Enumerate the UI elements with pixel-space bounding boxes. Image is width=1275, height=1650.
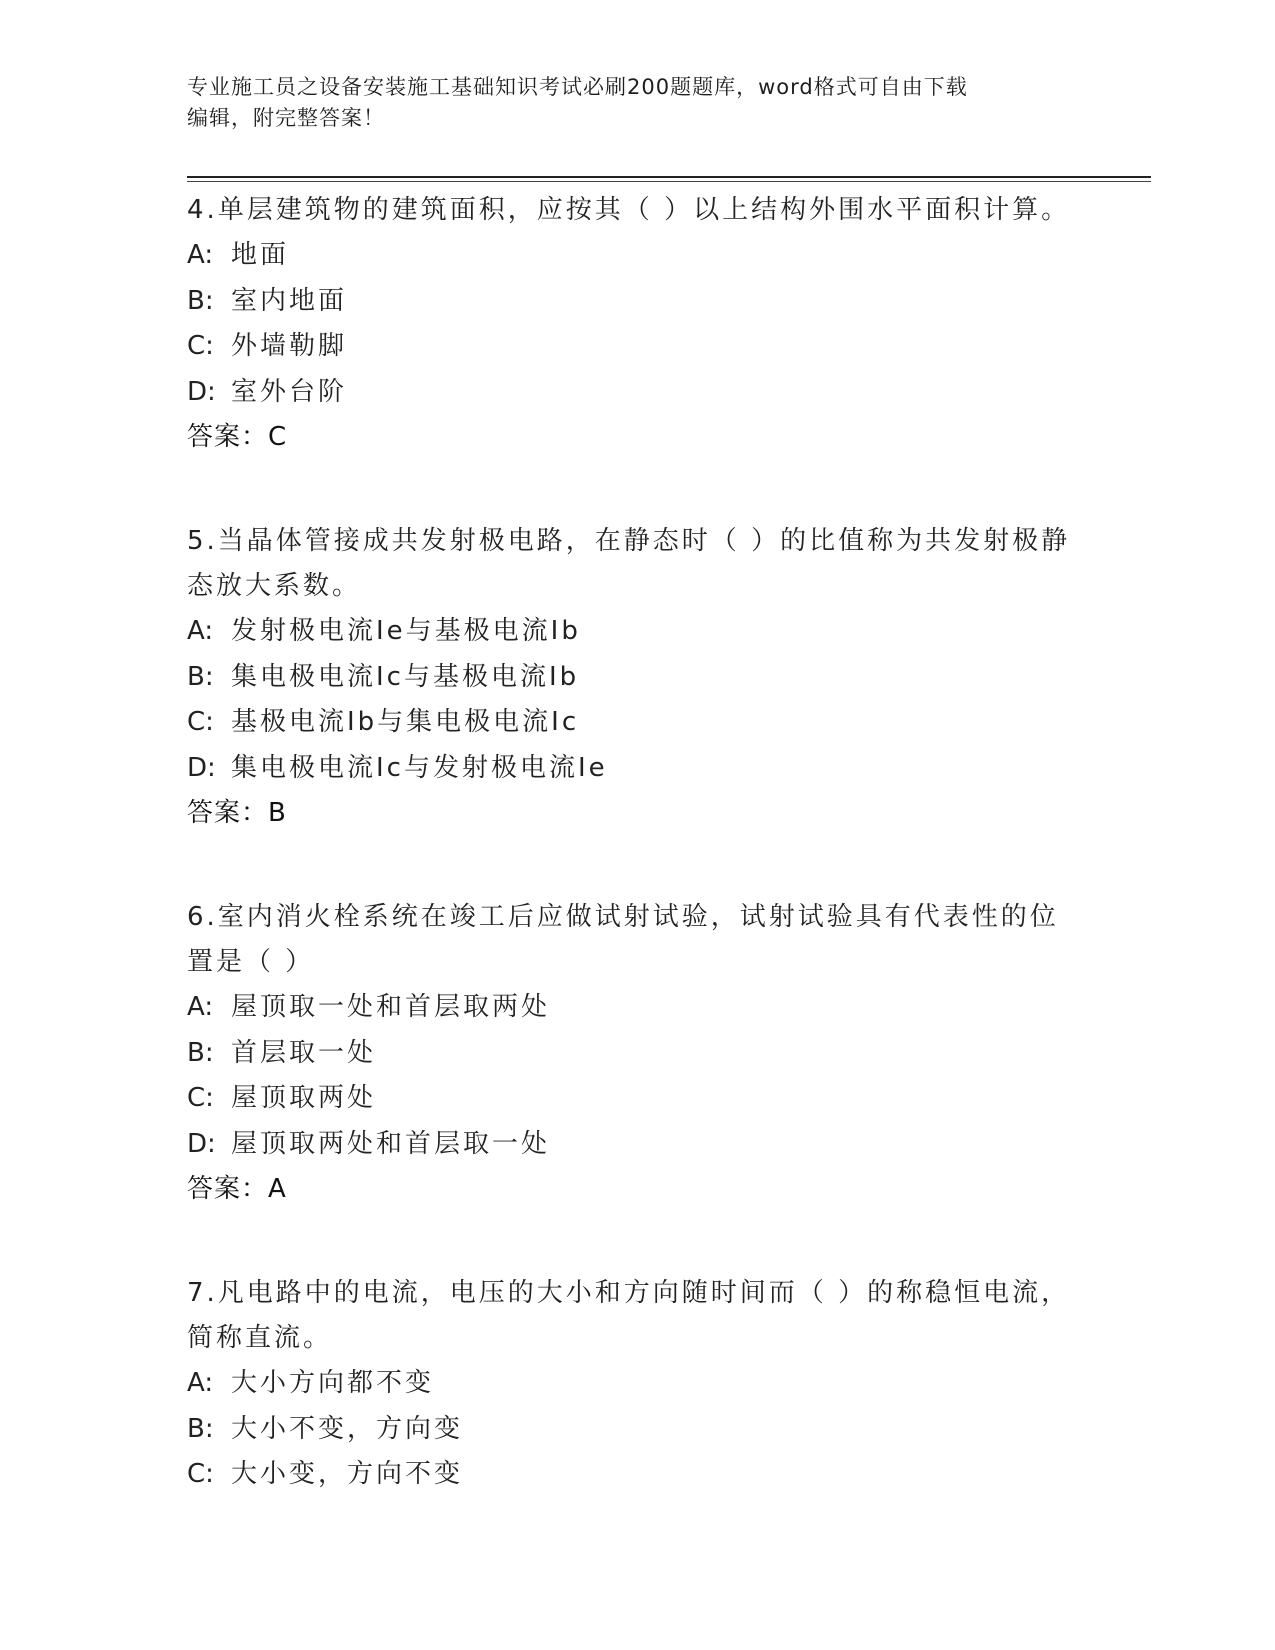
option-text: 基极电流Ib与集电极电流Ic: [231, 707, 580, 738]
header-line-1: 专业施工员之设备安装施工基础知识考试必刷200题题库，word格式可自由下载: [187, 75, 968, 99]
option-a: [187, 233, 1117, 279]
header-divider-thick: [187, 176, 1151, 178]
option-letter: A:: [187, 240, 214, 270]
answer-line: [187, 791, 1117, 837]
option-c: [187, 324, 1117, 370]
option-c: [187, 1452, 1117, 1498]
option-letter: C:: [187, 331, 214, 362]
answer-value: B: [268, 798, 287, 829]
option-text: 集电极电流Ic与基极电流Ib: [231, 661, 580, 692]
option-text: 首层取一处: [231, 1037, 377, 1068]
option-letter: C:: [187, 1459, 214, 1490]
answer-label: 答案：: [187, 1174, 269, 1205]
option-text: 发射极电流Ie与基极电流Ib: [231, 615, 581, 646]
question-stem-line: 置是（ ）: [187, 946, 315, 977]
question-stem-line: 简称直流。: [187, 1322, 333, 1353]
option-letter: B:: [187, 661, 214, 692]
option-letter: C:: [187, 707, 214, 738]
question-4: [187, 188, 1117, 461]
option-text: 屋顶取一处和首层取两处: [231, 991, 551, 1022]
answer-value: C: [268, 422, 288, 453]
option-text: 大小方向都不变: [231, 1367, 435, 1398]
question-list: [187, 188, 1117, 1556]
question-7: [187, 1271, 1117, 1498]
option-c: [187, 1076, 1117, 1122]
question-stem-line: 7.凡电路中的电流，电压的大小和方向随时间而（ ）的称稳恒电流，: [187, 1277, 1071, 1308]
question-6: [187, 895, 1117, 1213]
question-stem: [187, 895, 1117, 985]
option-text: 大小变，方向不变: [231, 1459, 464, 1490]
option-a: [187, 1361, 1117, 1407]
answer-label: 答案：: [187, 798, 269, 829]
question-5: [187, 519, 1117, 837]
question-stem-line: 4.单层建筑物的建筑面积，应按其（ ）以上结构外围水平面积计算。: [187, 195, 1071, 225]
answer-line: [187, 1167, 1117, 1213]
option-letter: D:: [187, 376, 216, 407]
option-d: [187, 746, 1117, 792]
option-text: 地面: [231, 240, 290, 270]
option-b: [187, 1407, 1117, 1453]
option-b: [187, 279, 1117, 325]
option-letter: B:: [187, 285, 214, 316]
option-letter: D:: [187, 752, 216, 783]
option-letter: D:: [187, 1128, 216, 1159]
option-a: [187, 985, 1117, 1031]
option-text: 屋顶取两处: [231, 1083, 377, 1114]
header-divider-thin: [187, 181, 1151, 182]
option-a: [187, 609, 1117, 655]
question-stem-line: 态放大系数。: [187, 570, 362, 601]
header-line-2: 编辑，附完整答案！: [187, 106, 385, 130]
option-letter: B:: [187, 1037, 214, 1068]
option-text: 集电极电流Ic与发射极电流Ie: [231, 752, 608, 783]
question-stem: [187, 188, 1117, 233]
option-b: [187, 655, 1117, 701]
option-letter: A:: [187, 991, 214, 1022]
answer-label: 答案：: [187, 422, 269, 453]
document-header: [187, 72, 1087, 134]
answer-value: A: [268, 1174, 287, 1205]
option-letter: C:: [187, 1083, 214, 1114]
option-text: 室内地面: [231, 285, 348, 316]
question-stem: [187, 519, 1117, 609]
option-d: [187, 370, 1117, 416]
option-b: [187, 1031, 1117, 1077]
option-text: 大小不变，方向变: [231, 1413, 464, 1444]
option-letter: A:: [187, 615, 214, 646]
question-stem: [187, 1271, 1117, 1361]
question-stem-line: 6.室内消火栓系统在竣工后应做试射试验，试射试验具有代表性的位: [187, 901, 1059, 932]
question-stem-line: 5.当晶体管接成共发射极电路，在静态时（ ）的比值称为共发射极静: [187, 525, 1071, 556]
option-c: [187, 700, 1117, 746]
option-letter: A:: [187, 1367, 214, 1398]
option-text: 室外台阶: [231, 376, 348, 407]
answer-line: [187, 415, 1117, 461]
option-letter: B:: [187, 1413, 214, 1444]
option-text: 外墙勒脚: [231, 331, 348, 362]
option-text: 屋顶取两处和首层取一处: [231, 1128, 551, 1159]
option-d: [187, 1122, 1117, 1168]
